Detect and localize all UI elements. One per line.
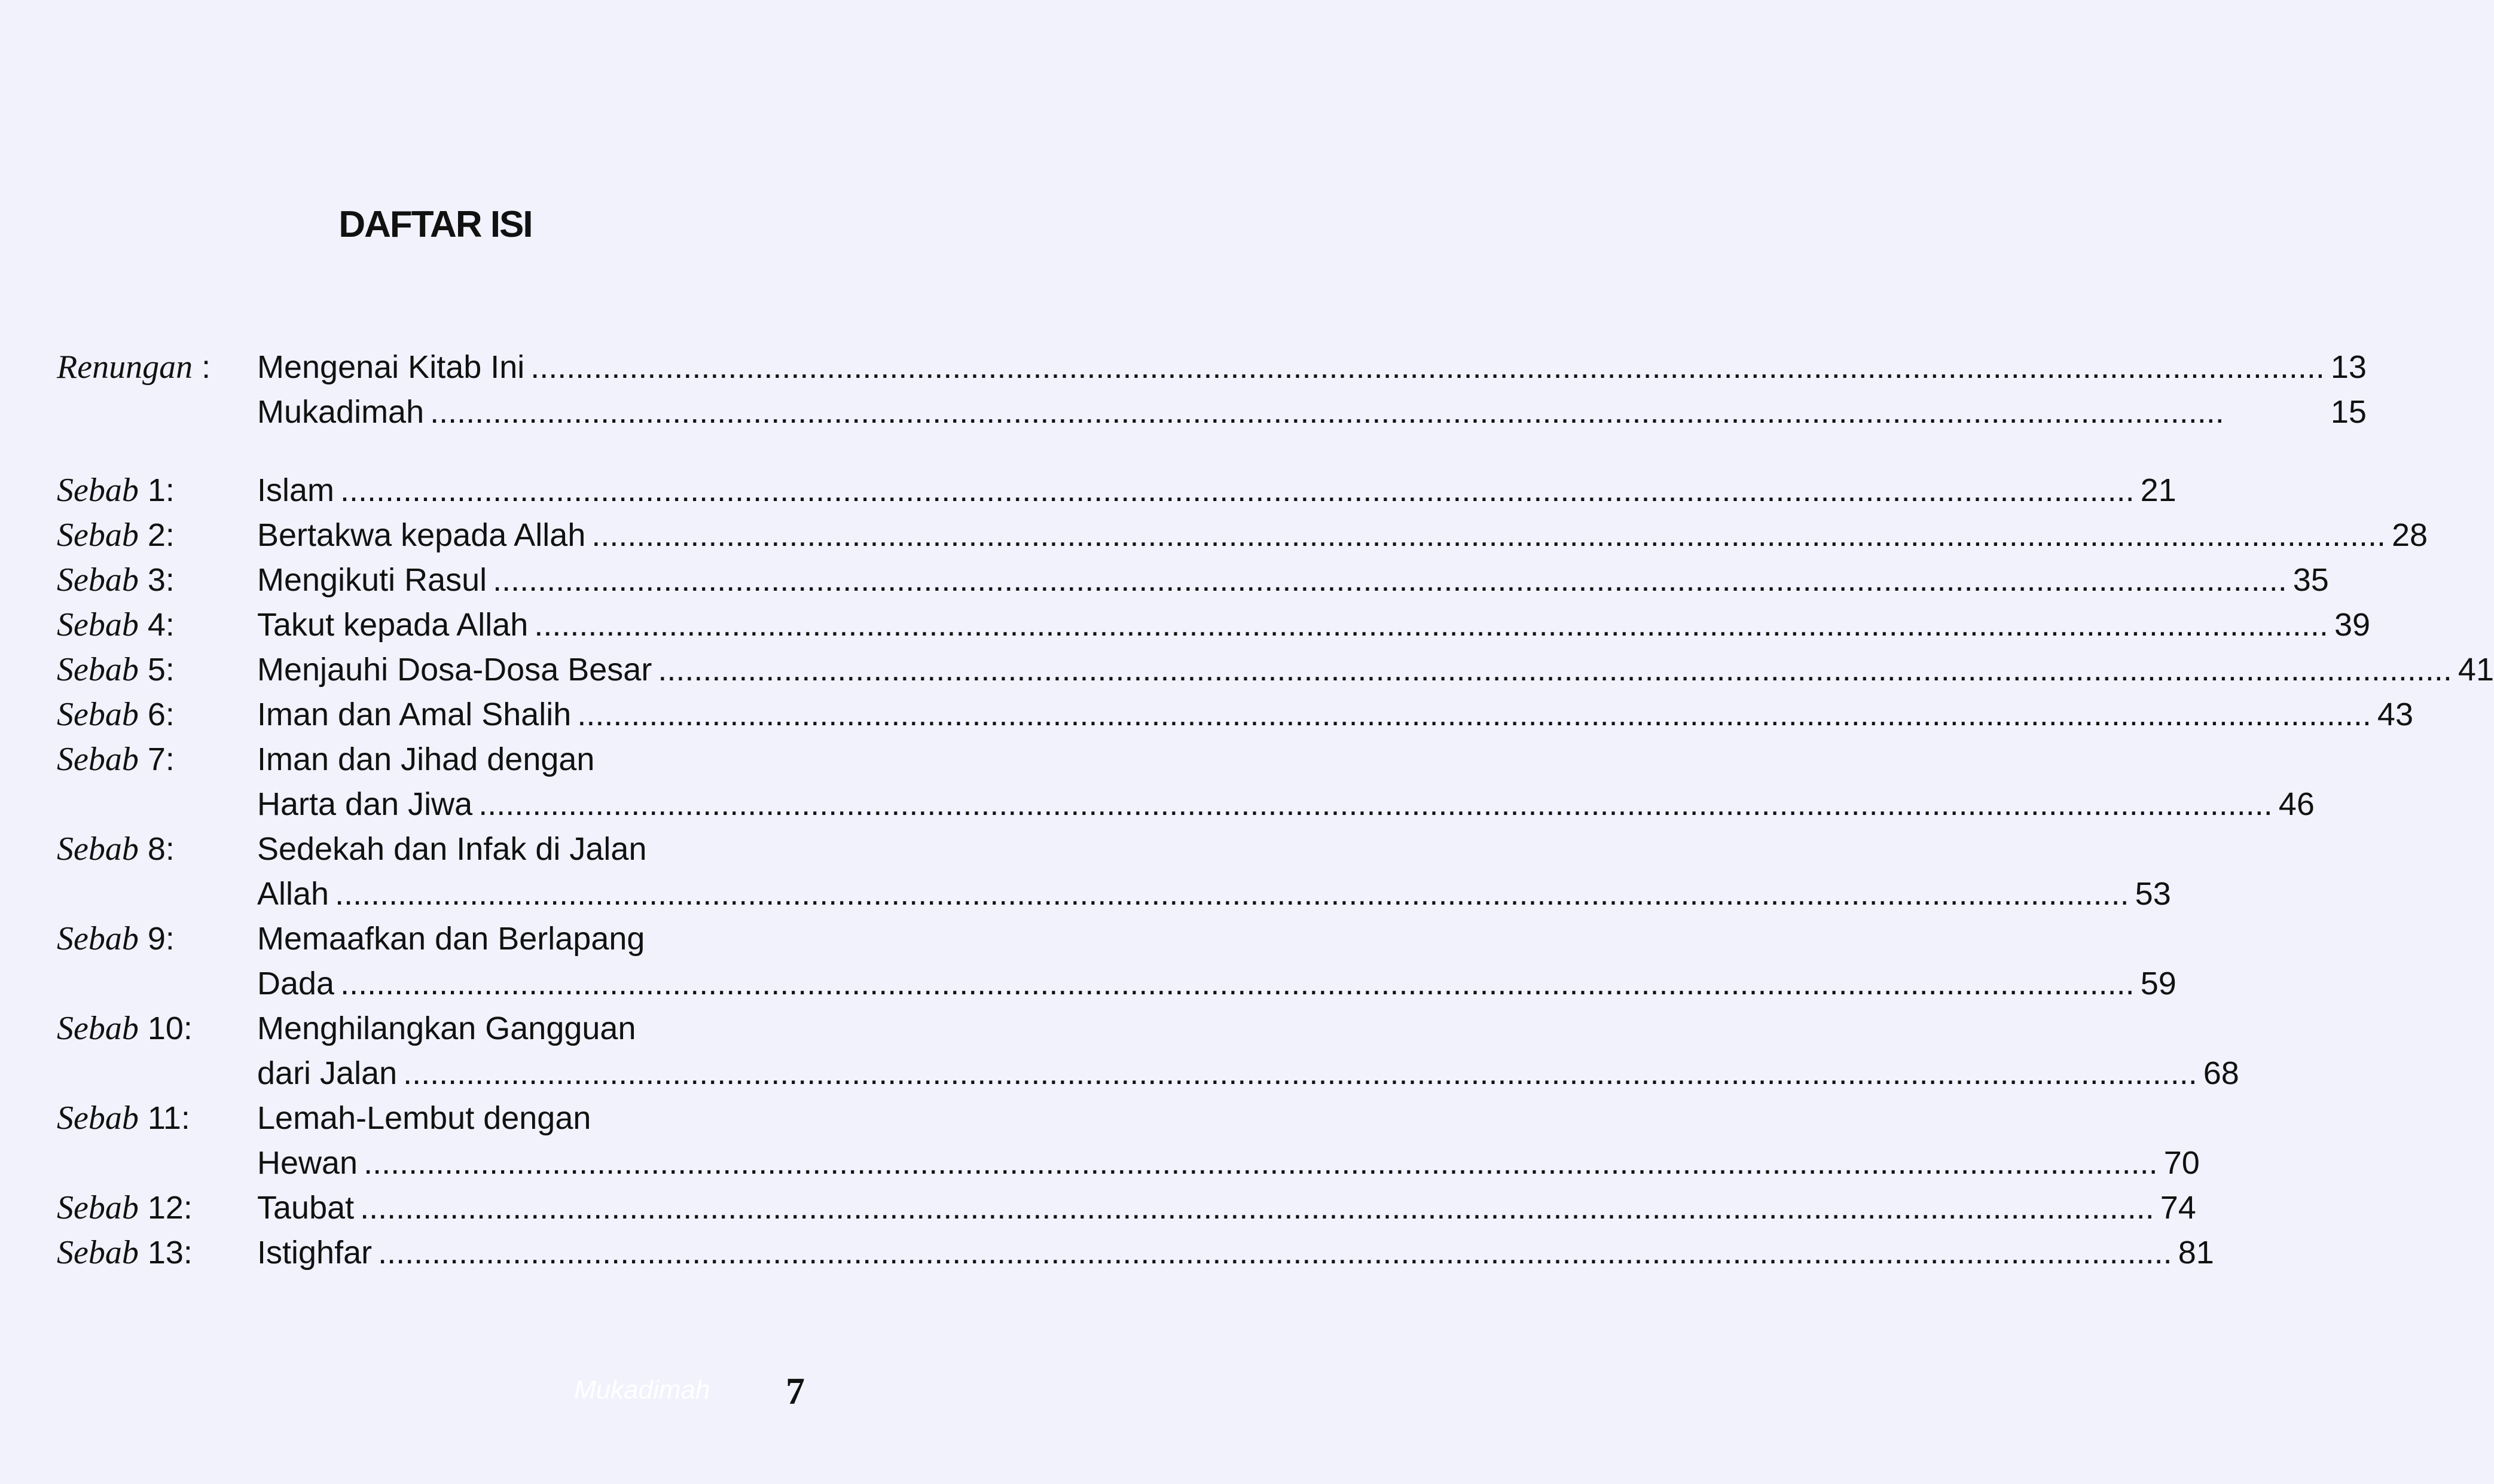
- toc-line: [257, 1096, 2200, 1141]
- sebab-word: Sebab: [57, 830, 139, 868]
- sebab-number: 4:: [138, 607, 175, 643]
- toc-entry-sebab: [57, 558, 2329, 603]
- toc-line: [257, 390, 2367, 435]
- toc-line: [257, 468, 2176, 513]
- toc-line: [257, 1186, 2196, 1230]
- toc-title: Lemah-Lembut dengan: [257, 1100, 591, 1136]
- toc-leader-dots: ........................................................................................................................................................................................................: [478, 786, 2273, 822]
- toc-label: [57, 345, 257, 390]
- toc-label: [57, 1006, 257, 1051]
- toc-page-number: 70: [2163, 1145, 2200, 1181]
- toc-line: [257, 827, 2171, 872]
- toc-page-number: 39: [2334, 607, 2371, 643]
- toc-label: [57, 468, 257, 513]
- toc-entry-sebab: [57, 1006, 2239, 1096]
- toc-entry-sebab: [57, 1230, 2214, 1275]
- sebab-number: 3:: [138, 562, 175, 598]
- toc-line: [257, 917, 2176, 961]
- toc-title: Menghilangkan Gangguan: [257, 1010, 636, 1046]
- toc-title: Allah: [257, 876, 329, 912]
- table-of-contents: [57, 345, 2494, 1275]
- sebab-number: 9:: [138, 921, 175, 957]
- toc-line: [257, 648, 2494, 692]
- toc-leader-dots: ........................................................................................................................................................................................................: [534, 607, 2328, 643]
- sebab-word: Sebab: [57, 517, 139, 554]
- sebab-word: Sebab: [57, 651, 139, 688]
- toc-title: Iman dan Amal Shalih: [257, 697, 572, 732]
- toc-line: [257, 782, 2315, 827]
- toc-entry-sebab: [57, 692, 2413, 737]
- toc-leader-dots: ........................................................................................................................................................................................................: [378, 1235, 2172, 1271]
- toc-titles: [257, 827, 2171, 917]
- toc-label: [57, 917, 257, 961]
- toc-line: [257, 1230, 2214, 1275]
- toc-page-number: 46: [2278, 786, 2315, 822]
- toc-entry-sebab: [57, 1096, 2200, 1186]
- toc-line: [257, 345, 2367, 390]
- toc-page-number: 41: [2458, 652, 2494, 688]
- toc-titles: [257, 737, 2315, 827]
- toc-titles: [257, 1186, 2196, 1230]
- toc-title: Mengikuti Rasul: [257, 562, 487, 598]
- toc-titles: [257, 558, 2329, 603]
- toc-page-number: 68: [2203, 1055, 2239, 1091]
- toc-page-number: 35: [2292, 562, 2329, 598]
- sebab-number: 1:: [138, 472, 175, 508]
- toc-leader-dots: ........................................................................................................................................................................................................: [530, 349, 2325, 385]
- toc-entry-sebab: [57, 648, 2494, 692]
- toc-title: Harta dan Jiwa: [257, 786, 473, 822]
- toc-line: [257, 692, 2413, 737]
- toc-titles: [257, 917, 2176, 1006]
- sebab-number: 12:: [138, 1190, 193, 1226]
- toc-entry-sebab: [57, 603, 2371, 648]
- toc-label: [57, 603, 257, 648]
- toc-title: Taubat: [257, 1190, 355, 1226]
- sebab-word: Sebab: [57, 561, 139, 599]
- sebab-word: Sebab: [57, 1100, 139, 1137]
- sebab-number: 8:: [138, 831, 175, 867]
- sebab-number: 6:: [138, 697, 175, 732]
- toc-label: [57, 827, 257, 872]
- section-gap: [57, 435, 798, 468]
- toc-leader-dots: ........................................................................................................................................................................................................: [360, 1190, 2154, 1226]
- sebab-word: Sebab: [57, 1189, 139, 1226]
- toc-page-number: 53: [2135, 876, 2171, 912]
- toc-line: [257, 872, 2171, 917]
- toc-line: [257, 513, 2428, 558]
- toc-entry-sebab: [57, 513, 2428, 558]
- sebab-number: 10:: [138, 1010, 193, 1046]
- toc-title: Takut kepada Allah: [257, 607, 529, 643]
- toc-titles: [257, 1230, 2214, 1275]
- toc-title: Sedekah dan Infak di Jalan: [257, 831, 647, 867]
- running-footer-section: Mukadimah: [574, 1375, 710, 1404]
- toc-leader-dots: ........................................................................................................................................................................................................: [340, 966, 2135, 1001]
- toc-leader-dots: ........................................................................................................................................................................................................: [364, 1145, 2158, 1181]
- toc-page-number: 13: [2330, 349, 2367, 385]
- toc-page-number: 43: [2377, 697, 2413, 732]
- sebab-number: 2:: [138, 517, 175, 553]
- toc-title: Iman dan Jihad dengan: [257, 741, 595, 777]
- toc-line: [257, 1051, 2239, 1096]
- toc-titles: [257, 513, 2428, 558]
- toc-leader-dots: ........................................................................................................................................................................................................: [403, 1055, 2197, 1091]
- toc-line: [257, 961, 2176, 1006]
- renungan-colon: :: [193, 349, 211, 385]
- toc-title: Mengenai Kitab Ini: [257, 349, 525, 385]
- toc-page-number: 74: [2160, 1190, 2196, 1226]
- toc-line: [257, 558, 2329, 603]
- sebab-word: Sebab: [57, 1234, 139, 1271]
- toc-label: [57, 513, 257, 558]
- sebab-number: 13:: [138, 1235, 193, 1271]
- toc-titles: [257, 1006, 2239, 1096]
- toc-leader-dots: ........................................................................................................................................................................................................: [340, 472, 2135, 508]
- toc-leader-dots: ........................................................................................................................................................................................................: [658, 652, 2452, 688]
- sebab-number: 11:: [138, 1100, 190, 1136]
- toc-page-number: 15: [2330, 394, 2367, 430]
- toc-label: [57, 1186, 257, 1230]
- toc-title: Memaafkan dan Berlapang: [257, 921, 645, 957]
- toc-title: Hewan: [257, 1145, 358, 1181]
- toc-entry-renungan: [57, 345, 2367, 435]
- toc-entry-sebab: [57, 737, 2315, 827]
- toc-leader-dots: ........................................................................................................................................................................................................: [493, 562, 2287, 598]
- toc-title: Dada: [257, 966, 335, 1001]
- sebab-number: 7:: [138, 741, 175, 777]
- toc-label: [57, 648, 257, 692]
- toc-entry-sebab: [57, 917, 2176, 1006]
- page-title: DAFTAR ISI: [338, 204, 532, 245]
- toc-titles: [257, 345, 2367, 435]
- toc-page-number: 21: [2140, 472, 2176, 508]
- toc-titles: [257, 1096, 2200, 1186]
- sebab-word: Sebab: [57, 472, 139, 509]
- toc-leader-dots: ........................................................................................................................................................................................................: [577, 697, 2371, 732]
- toc-page-number: 28: [2391, 517, 2428, 553]
- sebab-list: [57, 468, 2494, 1275]
- toc-titles: [257, 603, 2370, 648]
- page-number: 7: [786, 1370, 805, 1412]
- sebab-word: Sebab: [57, 741, 139, 778]
- toc-label: [57, 1230, 257, 1275]
- toc-leader-dots: ........................................................................................................................................................................................................: [430, 394, 2224, 430]
- renungan-label: Renungan: [57, 349, 193, 386]
- toc-label: [57, 558, 257, 603]
- toc-title: dari Jalan: [257, 1055, 398, 1091]
- toc-title: Menjauhi Dosa-Dosa Besar: [257, 652, 652, 688]
- sebab-word: Sebab: [57, 606, 139, 643]
- toc-line: [257, 1141, 2200, 1186]
- sebab-number: 5:: [138, 652, 175, 688]
- toc-title: Islam: [257, 472, 335, 508]
- toc-titles: [257, 468, 2176, 513]
- toc-title: Istighfar: [257, 1235, 373, 1271]
- toc-entry-sebab: [57, 827, 2171, 917]
- toc-page-number: 59: [2140, 966, 2176, 1001]
- sebab-word: Sebab: [57, 920, 139, 957]
- toc-entry-sebab: [57, 468, 2176, 513]
- toc-label: [57, 1096, 257, 1141]
- toc-title: Mukadimah: [257, 394, 425, 430]
- toc-leader-dots: ........................................................................................................................................................................................................: [335, 876, 2129, 912]
- sebab-word: Sebab: [57, 1010, 139, 1047]
- toc-page-number: 81: [2178, 1235, 2214, 1271]
- toc-entry-sebab: [57, 1186, 2196, 1230]
- toc-label: [57, 692, 257, 737]
- sebab-word: Sebab: [57, 696, 139, 733]
- toc-leader-dots: ........................................................................................................................................................................................................: [591, 517, 2386, 553]
- toc-title: Bertakwa kepada Allah: [257, 517, 586, 553]
- toc-line: [257, 603, 2370, 648]
- toc-titles: [257, 648, 2494, 692]
- toc-line: [257, 737, 2315, 782]
- toc-titles: [257, 692, 2413, 737]
- toc-label: [57, 737, 257, 782]
- toc-line: [257, 1006, 2239, 1051]
